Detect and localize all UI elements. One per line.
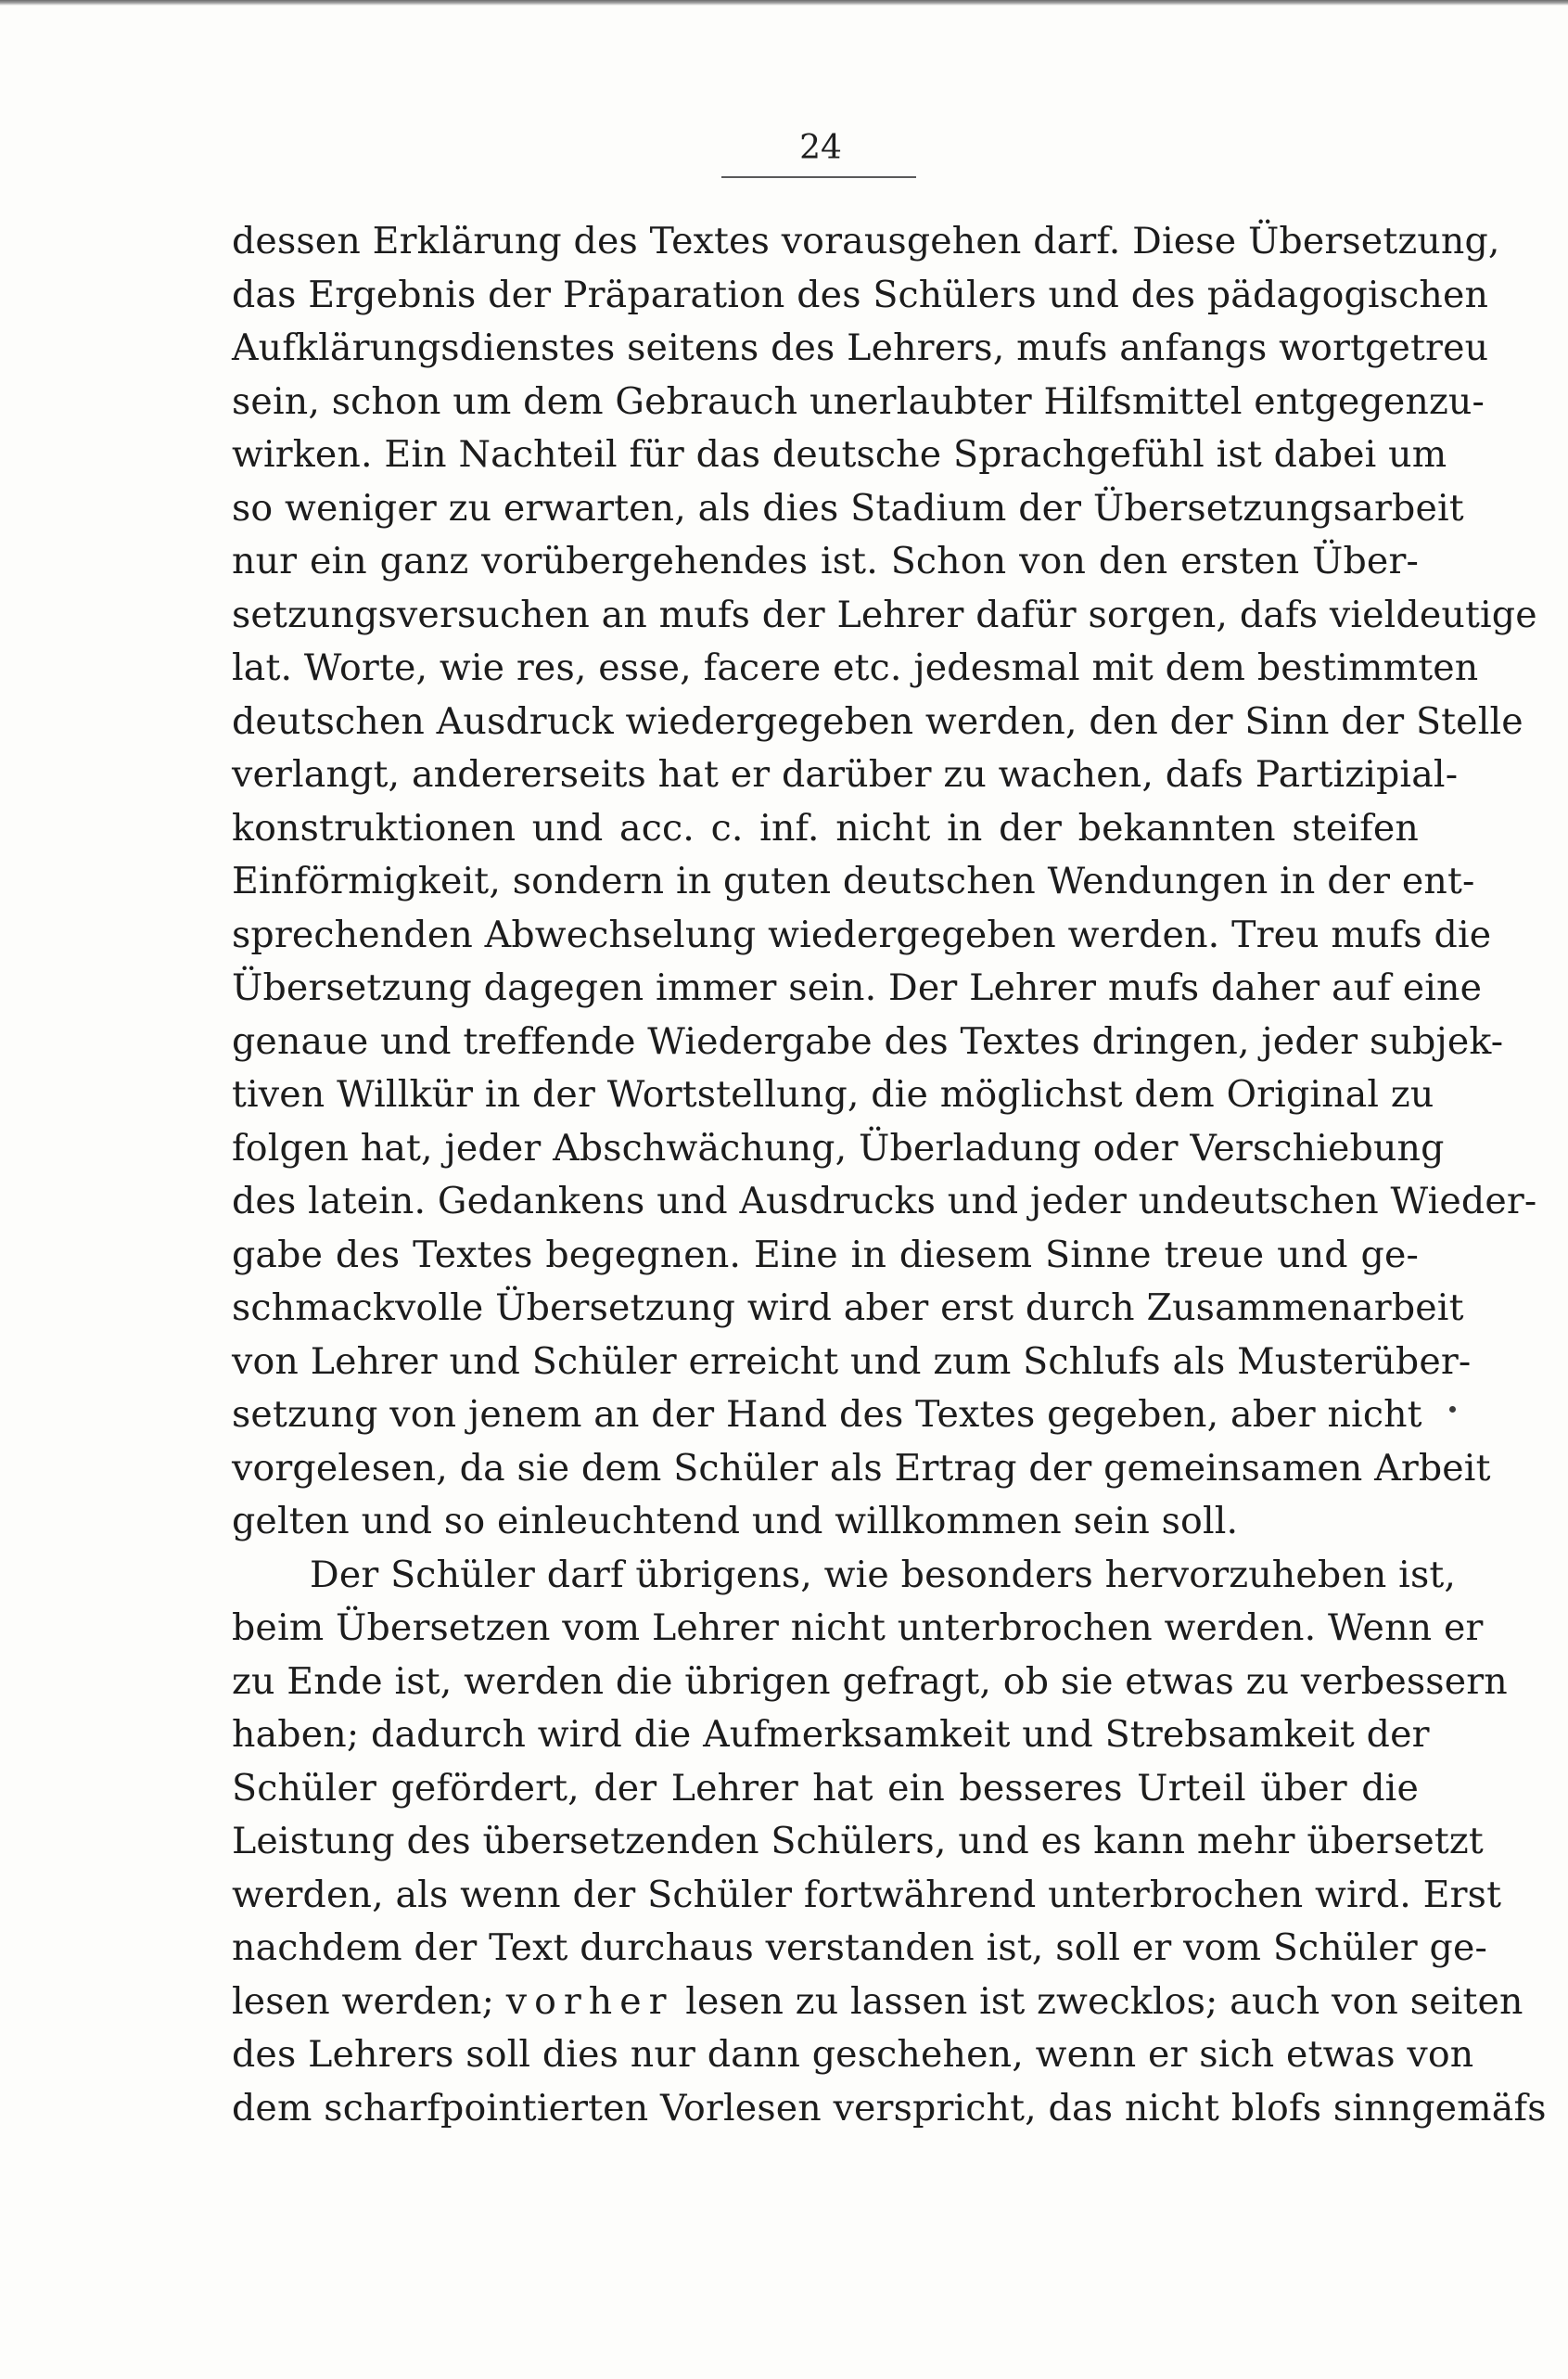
paragraph [232,1549,1547,2136]
text-line: sein, schon um dem Gebrauch unerlaubter Hilfsmittel entgegenzu- [232,379,1485,423]
text-line: sprechenden Abwechselung wiedergegeben werden. Treu mufs die [232,913,1492,956]
text-line: beim Übersetzen vom Lehrer nicht unterbrochen werden. Wenn er [232,1606,1484,1649]
scan-top-edge [0,0,1568,6]
text-line: gelten und so einleuchtend und willkommen sein soll. [232,1500,1239,1542]
body-text [232,215,1547,2135]
text-line: verlangt, andererseits hat er darüber zu wachen, dafs Partizipial- [232,753,1459,796]
page-number: 24 [799,129,842,167]
text-line: so weniger zu erwarten, als dies Stadium der Übersetzungsarbeit [232,486,1464,530]
text-line: genaue und treffende Wiedergabe des Textes dringen, jeder subjek- [232,1019,1504,1063]
text-fragment: lesen zu lassen ist zwecklos; auch von seiten [673,1979,1523,2023]
text-line: gabe des Textes begegnen. Eine in diesem Sinne treue und ge- [232,1233,1419,1276]
text-line: folgen hat, jeder Abschwächung, Überladung oder Verschiebung [232,1126,1445,1170]
text-line: des latein. Gedankens und Ausdrucks und jeder undeutschen Wieder- [232,1180,1537,1222]
text-line: vorgelesen, da sie dem Schüler als Ertrag der gemeinsamen Arbeit [232,1446,1491,1490]
text-line: werden, als wenn der Schüler fortwährend unterbrochen wird. Erst [232,1873,1502,1916]
text-line: nur ein ganz vorübergehendes ist. Schon von den ersten Über- [232,540,1419,582]
text-line: Übersetzung dagegen immer sein. Der Lehrer mufs daher auf eine [232,966,1483,1009]
text-line: Einförmigkeit, sondern in guten deutschen Wendungen in der ent- [232,860,1475,902]
text-line: Aufklärungsdienstes seitens des Lehrers, mufs anfangs wortgetreu [232,326,1489,369]
text-line: Schüler gefördert, der Lehrer hat ein besseres Urteil über die [232,1766,1419,1810]
text-line: des Lehrers soll dies nur dann geschehen, wenn er sich etwas von [232,2033,1474,2076]
text-line: dem scharfpointierten Vorlesen verspricht, das nicht blofs sinngemäfs [232,2086,1547,2130]
text-line: nachdem der Text durchaus verstanden ist, soll er vom Schüler ge- [232,1926,1487,1969]
text-line: setzung von jenem an der Hand des Textes gegeben, aber nicht [232,1393,1422,1436]
ink-speck [1449,1406,1456,1413]
text-line: konstruktionen und acc. c. inf. nicht in der bekannten steifen [232,806,1419,850]
text-line: tiven Willkür in der Wortstellung, die möglichst dem Original zu [232,1073,1434,1116]
text-line: schmackvolle Übersetzung wird aber erst durch Zusammenarbeit [232,1286,1464,1329]
text-line: dessen Erklärung des Textes vorausgehen darf. Diese Übersetzung, [232,220,1500,262]
text-line: deutschen Ausdruck wiedergegeben werden, den der Sinn der Stelle [232,699,1523,743]
header-rule [721,176,916,178]
text-line: haben; dadurch wird die Aufmerksamkeit und Strebsamkeit der [232,1713,1430,1756]
text-line: lat. Worte, wie res, esse, facere etc. jedesmal mit dem bestimmten [232,646,1479,689]
text-fragment: lesen werden; [232,1979,506,2023]
text-line: von Lehrer und Schüler erreicht und zum Schlufs als Musterüber- [232,1339,1472,1383]
paragraph [232,215,1537,1549]
text-line: Der Schüler darf übrigens, wie besonders hervorzuheben ist, [310,1553,1457,1596]
text-line: wirken. Ein Nachteil für das deutsche Sprachgefühl ist dabei um [232,433,1447,476]
emphasized-word: vorher [505,1979,674,2023]
text-line: setzungsversuchen an mufs der Lehrer dafür sorgen, dafs vieldeutige [232,593,1537,636]
text-line: das Ergebnis der Präparation des Schülers und des pädagogischen [232,273,1489,316]
text-line: zu Ende ist, werden die übrigen gefragt, ob sie etwas zu verbessern [232,1659,1508,1703]
text-line [232,1976,1523,2029]
text-line: Leistung des übersetzenden Schülers, und es kann mehr übersetzt [232,1820,1484,1862]
